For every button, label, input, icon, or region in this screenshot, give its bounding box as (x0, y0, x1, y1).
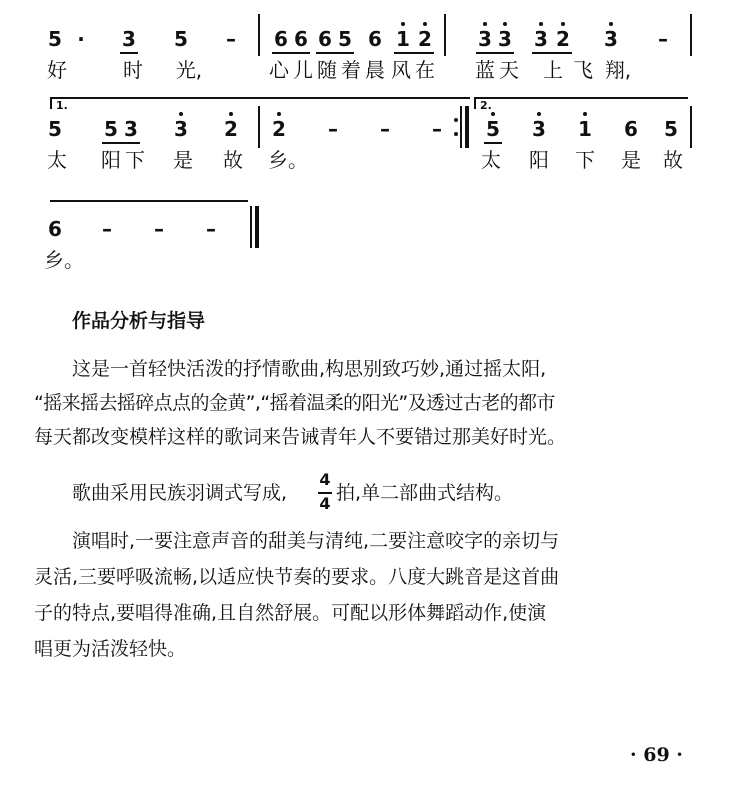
paragraph-line: 每天都改变模样这样的歌词来告诫青年人不要错过那美好时光。 (34, 426, 567, 448)
lyric: 蓝 (475, 58, 495, 82)
dash: – (658, 27, 668, 51)
high-octave-dot (423, 22, 427, 26)
lyric: 太 (481, 148, 501, 172)
lyric: 儿 (293, 58, 313, 82)
high-octave-dot (401, 22, 405, 26)
high-octave-dot (561, 22, 565, 26)
volta-bracket-1-edge (50, 97, 52, 109)
dash: – (154, 217, 164, 241)
eighth-underline (102, 142, 140, 144)
lyric: 乡。 (268, 148, 308, 172)
lyric: 上 (543, 58, 563, 82)
eighth-underline (532, 52, 572, 54)
paragraph-text: 歌曲采用民族羽调式写成, (72, 482, 288, 504)
eighth-underline (316, 52, 354, 54)
high-octave-dot (483, 22, 487, 26)
time-signature-top: 4 (319, 470, 331, 489)
lyric: 时 (123, 58, 143, 82)
paragraph-line: 子的特点,要唱得准确,且自然舒展。可配以形体舞蹈动作,使演 (34, 602, 547, 624)
volta-label-2: 2. (480, 99, 492, 112)
barline (258, 14, 260, 56)
note: 3 (124, 117, 138, 141)
repeat-barline-thick (465, 106, 469, 148)
lyric: 光, (175, 58, 203, 82)
high-octave-dot (583, 112, 587, 116)
dash: – (328, 117, 338, 141)
barline (690, 14, 692, 56)
note: 6 (318, 27, 332, 51)
eighth-underline (272, 52, 310, 54)
dash: – (102, 217, 112, 241)
note: 5 (664, 117, 678, 141)
note-high: 1 (396, 27, 410, 51)
note: 6 (624, 117, 638, 141)
note: 6 (48, 217, 62, 241)
lyric: 下 (575, 148, 595, 172)
high-octave-dot (229, 112, 233, 116)
note-high: 2 (272, 117, 286, 141)
note-high: 3 (174, 117, 188, 141)
final-barline-thin (250, 206, 252, 248)
lyric: 故 (663, 148, 683, 172)
volta-bracket-continued (50, 200, 248, 202)
paragraph-line: 演唱时,一要注意声音的甜美与清纯,二要注意咬字的亲切与 (72, 530, 560, 552)
barline (444, 14, 446, 56)
note: 5 (174, 27, 188, 51)
lyric: 太 (47, 148, 67, 172)
note: 6 (368, 27, 382, 51)
lyric: 阳 (529, 148, 549, 172)
lyric: 在 (415, 58, 435, 82)
note-high: 3 (604, 27, 618, 51)
note: 5 (338, 27, 352, 51)
repeat-dot (454, 132, 458, 136)
lyric: 故 (223, 148, 243, 172)
high-octave-dot (491, 112, 495, 116)
note-high: 5 (486, 117, 500, 141)
dash: – (380, 117, 390, 141)
note-high: 3 (478, 27, 492, 51)
paragraph-line: 这是一首轻快活泼的抒情歌曲,构思别致巧妙,通过摇太阳, (72, 358, 547, 380)
final-barline-thick (255, 206, 259, 248)
section-title: 作品分析与指导 (72, 310, 206, 332)
barline (690, 106, 692, 148)
high-octave-dot (537, 112, 541, 116)
paragraph-line: 灵活,三要呼吸流畅,以适应快节奏的要求。八度大跳音是这首曲 (34, 566, 560, 588)
note: 5 (48, 117, 62, 141)
barline (258, 106, 260, 148)
high-octave-dot (277, 112, 281, 116)
volta-bracket-2 (474, 97, 688, 99)
lyric: 天 (499, 58, 519, 82)
page-number: · 69 · (630, 744, 683, 766)
note-high: 2 (224, 117, 238, 141)
lyric: 好 (47, 58, 67, 82)
lyric: 着 (341, 58, 361, 82)
lyric: 风 (391, 58, 411, 82)
high-octave-dot (539, 22, 543, 26)
note-high: 3 (532, 117, 546, 141)
repeat-barline-thin (460, 106, 462, 148)
note-high: 1 (578, 117, 592, 141)
repeat-dot (454, 118, 458, 122)
lyric: 是 (173, 148, 193, 172)
augmentation-dot: · (77, 27, 85, 51)
dash: – (432, 117, 442, 141)
paragraph-line: 唱更为活泼轻快。 (34, 638, 187, 660)
note-high: 3 (498, 27, 512, 51)
lyric: 是 (621, 148, 641, 172)
volta-bracket-2-edge (474, 97, 476, 109)
lyric: 下 (125, 148, 145, 172)
lyric: 随 (317, 58, 337, 82)
high-octave-dot (179, 112, 183, 116)
time-signature-bottom: 4 (319, 494, 331, 513)
note-high: 3 (534, 27, 548, 51)
lyric: 阳 (101, 148, 121, 172)
note-high: 2 (418, 27, 432, 51)
note: 6 (294, 27, 308, 51)
note-high: 2 (556, 27, 570, 51)
lyric: 飞 (573, 58, 593, 82)
eighth-underline (476, 52, 514, 54)
eighth-underline (120, 52, 138, 54)
lyric: 心 (269, 58, 289, 82)
note: 6 (274, 27, 288, 51)
lyric: 翔, (604, 58, 632, 82)
high-octave-dot (609, 22, 613, 26)
eighth-underline (394, 52, 434, 54)
paragraph-line: “摇来摇去摇碎点点的金黄”,“摇着温柔的阳光”及透过古老的都市 (34, 392, 555, 414)
dash: – (206, 217, 216, 241)
note: 5 (48, 27, 62, 51)
volta-bracket-1 (50, 97, 470, 99)
note: 3 (122, 27, 136, 51)
lyric: 乡。 (44, 248, 84, 272)
eighth-underline (484, 142, 502, 144)
note: 5 (104, 117, 118, 141)
paragraph-text: 拍,单二部曲式结构。 (336, 482, 514, 504)
dash: – (226, 27, 236, 51)
high-octave-dot (503, 22, 507, 26)
volta-label-1: 1. (56, 99, 68, 112)
lyric: 晨 (365, 58, 385, 82)
